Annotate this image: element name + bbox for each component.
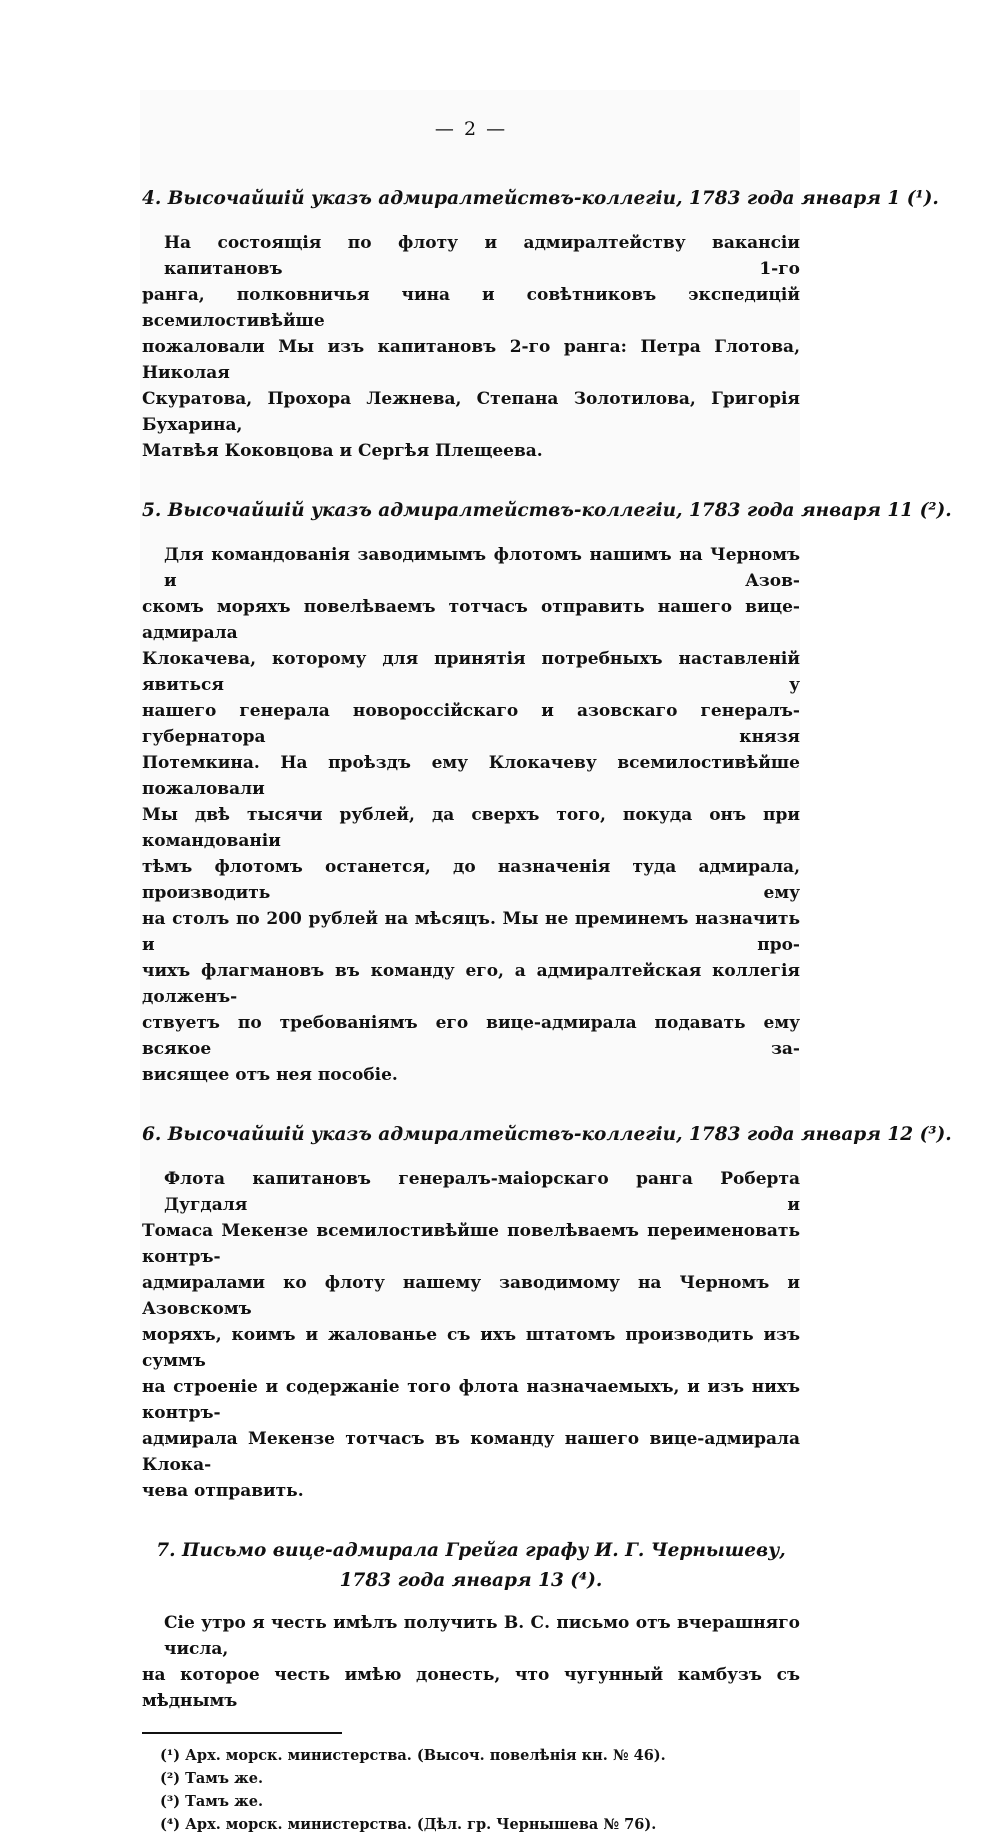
text-line: на столъ по 200 рублей на мѣсяцъ. Мы не преминемъ назначить и про- [142,909,800,955]
section-6-heading: 6. Высочайшій указъ адмиралтействъ-коллегіи, 1783 года января 12 (³). [142,1124,952,1145]
text-line: чева отправить. [142,1481,304,1501]
footnotes [142,1744,800,1836]
text-line: на которое честь имѣю донесть, что чугунный камбузъ съ мѣднымъ [142,1665,800,1711]
text-line: висящее отъ нея пособіе. [142,1065,398,1085]
text-line: ранга, полковничья чина и совѣтниковъ экспедицій всемилостивѣйше [142,285,800,331]
text-line: Мы двѣ тысячи рублей, да сверхъ того, покуда онъ при командованіи [142,805,800,851]
text-line: нашего генерала новороссійскаго и азовскаго генералъ-губернатора князя [142,701,800,747]
page-number: — 2 — [434,118,508,140]
text-line: ствуетъ по требованіямъ его вице-адмирала подавать ему всякое за- [142,1013,800,1059]
section-4-paragraph [142,230,800,464]
section-4-heading: 4. Высочайшій указъ адмиралтействъ-коллегіи, 1783 года января 1 (¹). [142,188,939,209]
section-7-heading [142,1536,800,1596]
text-line: моряхъ, коимъ и жалованье съ ихъ штатомъ производить изъ суммъ [142,1325,800,1371]
text-line: Сіе утро я честь имѣлъ получить В. С. письмо отъ вчерашняго числа, [164,1613,800,1659]
text-line: Для командованія заводимымъ флотомъ нашимъ на Черномъ и Азов- [164,545,800,591]
text-line: пожаловали Мы изъ капитановъ 2-го ранга: Петра Глотова, Николая [142,337,800,383]
text-line: чихъ флагмановъ въ команду его, а адмиралтейская коллегія долженъ- [142,961,800,1007]
text-line: скомъ моряхъ повелѣваемъ тотчасъ отправить нашего вице-адмирала [142,597,800,643]
text-line: адмирала Мекензе тотчасъ въ команду нашего вице-адмирала Клока- [142,1429,800,1475]
text-line: Флота капитановъ генералъ-маіорскаго ранга Роберта Дугдаля и [164,1169,800,1215]
section-7-heading-line-2: 1783 года января 13 (⁴). [339,1570,603,1591]
text-line: тѣмъ флотомъ останется, до назначенія туда адмирала, производить ему [142,857,800,903]
section-5-paragraph [142,542,800,1088]
text-line: Томаса Мекензе всемилостивѣйше повелѣваемъ переименовать контръ- [142,1221,800,1267]
footnote-4: (⁴) Арх. морск. министерства. (Дѣл. гр. Чернышева № 76). [160,1816,657,1833]
footnote-2: (²) Тамъ же. [160,1770,263,1787]
section-7-paragraph [142,1610,800,1714]
text-line: На состоящія по флоту и адмиралтейству вакансіи капитановъ 1-го [164,233,800,279]
text-line: Клокачева, которому для принятія потребныхъ наставленій явиться у [142,649,800,695]
text-line: адмиралами ко флоту нашему заводимому на Черномъ и Азовскомъ [142,1273,800,1319]
text-line: Матвѣя Коковцова и Сергѣя Плещеева. [142,441,543,461]
section-6-paragraph [142,1166,800,1504]
text-line: Потемкина. На проѣздъ ему Клокачеву всемилостивѣйше пожаловали [142,753,800,799]
document-body [142,118,952,1836]
text-line: на строеніе и содержаніе того флота назначаемыхъ, и изъ нихъ контръ- [142,1377,800,1423]
footnote-1: (¹) Арх. морск. министерства. (Высоч. повелѣнія кн. № 46). [160,1747,666,1764]
footnote-3: (³) Тамъ же. [160,1793,263,1810]
section-5-heading: 5. Высочайшій указъ адмиралтействъ-коллегіи, 1783 года января 11 (²). [142,500,952,521]
footnote-divider [142,1732,342,1734]
section-7-heading-line-1: 7. Письмо вице-адмирала Грейга графу И. Г. Чернышеву, [156,1540,786,1561]
text-line: Скуратова, Прохора Лежнева, Степана Золотилова, Григорія Бухарина, [142,389,800,435]
